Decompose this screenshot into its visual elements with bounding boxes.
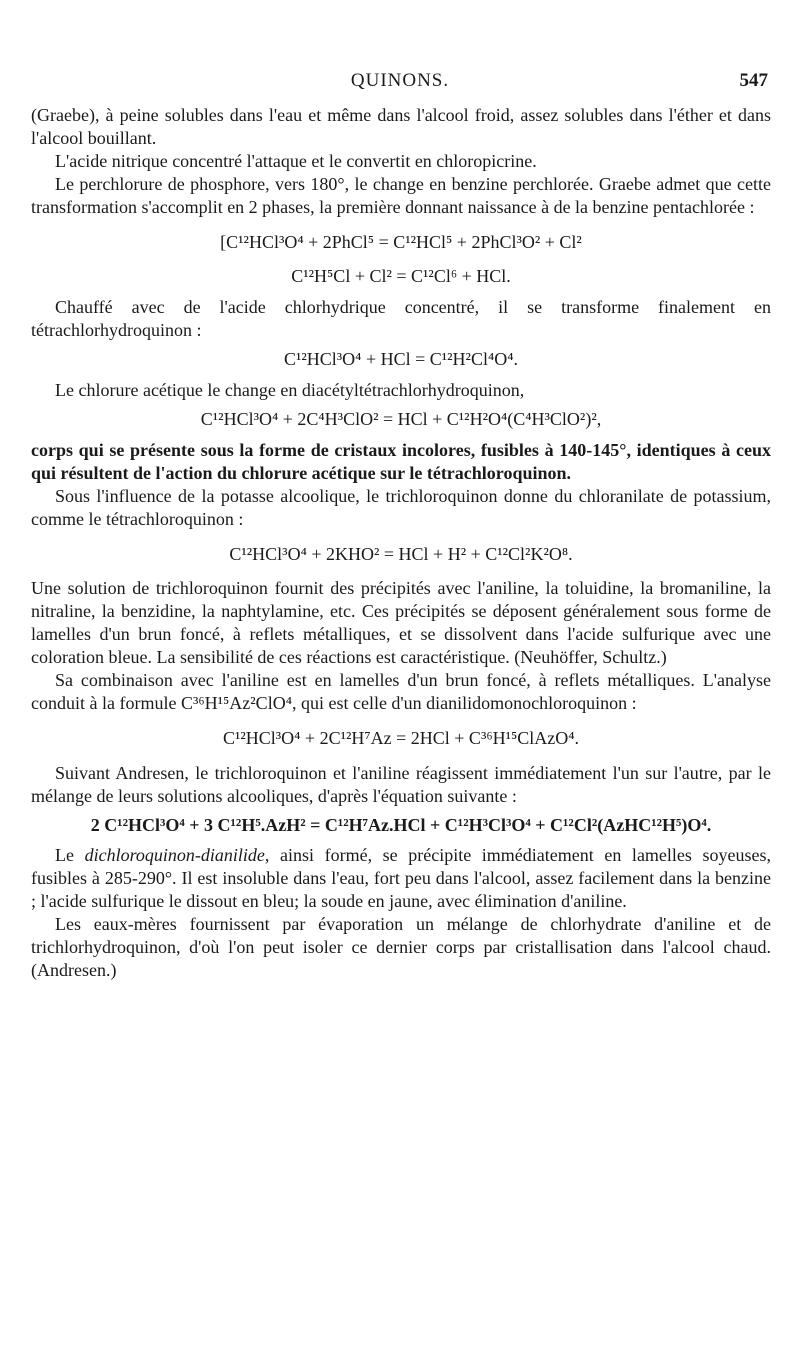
paragraph-text: , ainsi formé, se précipite immédiatement en lamelles soyeuses, fusibles à 285-290°. Il est insoluble dans l'eau, fort peu dans l'alcool, assez facilement dans la benzine ; l'acide sulfurique le dissout en bleu; la soude en jaune, avec élimination d'aniline.	[31, 845, 771, 912]
paragraph: Le perchlorure de phosphore, vers 180°, le change en benzine perchlorée. Graebe admet que cette transformation s'accomplit en 2 phases, la première donnant naissance à de la benzine pentachlorée :	[31, 173, 771, 217]
paragraph: Une solution de trichloroquinon fournit des précipités avec l'aniline, la toluidine, la bromaniline, la nitraline, la benzidine, la naphtylamine, etc. Ces précipités se déposent généralement sous forme de lamelles d'un brun foncé, à reflets métalliques, et se dissolvent dans l'acide sulfurique avec une coloration bleue. La sensibilité de ces réactions est caractéristique. (Neuhöffer, Schultz.)	[31, 578, 771, 668]
equation: C¹²H⁵Cl + Cl² = C¹²Cl⁶ + HCl.	[291, 266, 511, 287]
page-number: 547	[739, 70, 768, 91]
equation: 2 C¹²HCl³O⁴ + 3 C¹²H⁵.AzH² = C¹²H⁷Az.HCl + C¹²H³Cl³O⁴ + C¹²Cl²(AzHC¹²H⁵)O⁴.	[90, 814, 712, 835]
running-title: QUINONS.	[350, 70, 450, 91]
paragraph: Sa combinaison avec l'aniline est en lamelles d'un brun foncé, à reflets métalliques. L'analyse conduit à la formule C³⁶H¹⁵Az²ClO⁴, qui est celle d'un dianilidomonochloroquinon :	[31, 670, 771, 713]
paragraph	[31, 844, 771, 913]
paragraph: (Graebe), à peine solubles dans l'eau et même dans l'alcool froid, assez solubles dans l'éther et dans l'alcool bouillant.	[31, 105, 771, 148]
page-body	[31, 104, 771, 982]
paragraph: corps qui se présente sous la forme de cristaux incolores, fusibles à 140-145°, identiques à ceux qui résultent de l'action du chlorure acétique sur le tétrachloroquinon.	[31, 439, 771, 483]
running-header	[30, 70, 770, 100]
equation: C¹²HCl³O⁴ + 2C⁴H³ClO² = HCl + C¹²H²O⁴(C⁴H³ClO²)²,	[200, 408, 602, 429]
paragraph: Chauffé avec de l'acide chlorhydrique concentré, il se transforme finalement en tétrachlorhydroquinon :	[31, 297, 771, 341]
equation: C¹²HCl³O⁴ + 2C¹²H⁷Az = 2HCl + C³⁶H¹⁵ClAzO⁴.	[222, 727, 580, 748]
paragraph: L'acide nitrique concentré l'attaque et le convertit en chloropicrine.	[55, 150, 537, 171]
paragraph: Les eaux-mères fournissent par évaporation un mélange de chlorhydrate d'aniline et de trichlorhydroquinon, d'où l'on peut isoler ce dernier corps par cristallisation dans l'alcool chaud. (Andresen.)	[31, 914, 771, 980]
equation: C¹²HCl³O⁴ + HCl = C¹²H²Cl⁴O⁴.	[283, 349, 519, 370]
compound-name: dichloroquinon-dianilide	[84, 845, 265, 866]
equation: C¹²HCl³O⁴ + 2KHO² = HCl + H² + C¹²Cl²K²O⁸.	[229, 543, 573, 564]
paragraph: Le chlorure acétique le change en diacétyltétrachlorhydroquinon,	[55, 380, 525, 401]
paragraph: Suivant Andresen, le trichloroquinon et l'aniline réagissent immédiatement l'un sur l'autre, par le mélange de leurs solutions alcooliques, d'après l'équation suivante :	[31, 762, 771, 806]
equation: [C¹²HCl³O⁴ + 2PhCl⁵ = C¹²HCl⁵ + 2PhCl³O² + Cl²	[220, 231, 582, 252]
paragraph: Sous l'influence de la potasse alcoolique, le trichloroquinon donne du chloranilate de potassium, comme le tétrachloroquinon :	[31, 485, 771, 529]
paragraph-text: Le	[55, 845, 85, 866]
